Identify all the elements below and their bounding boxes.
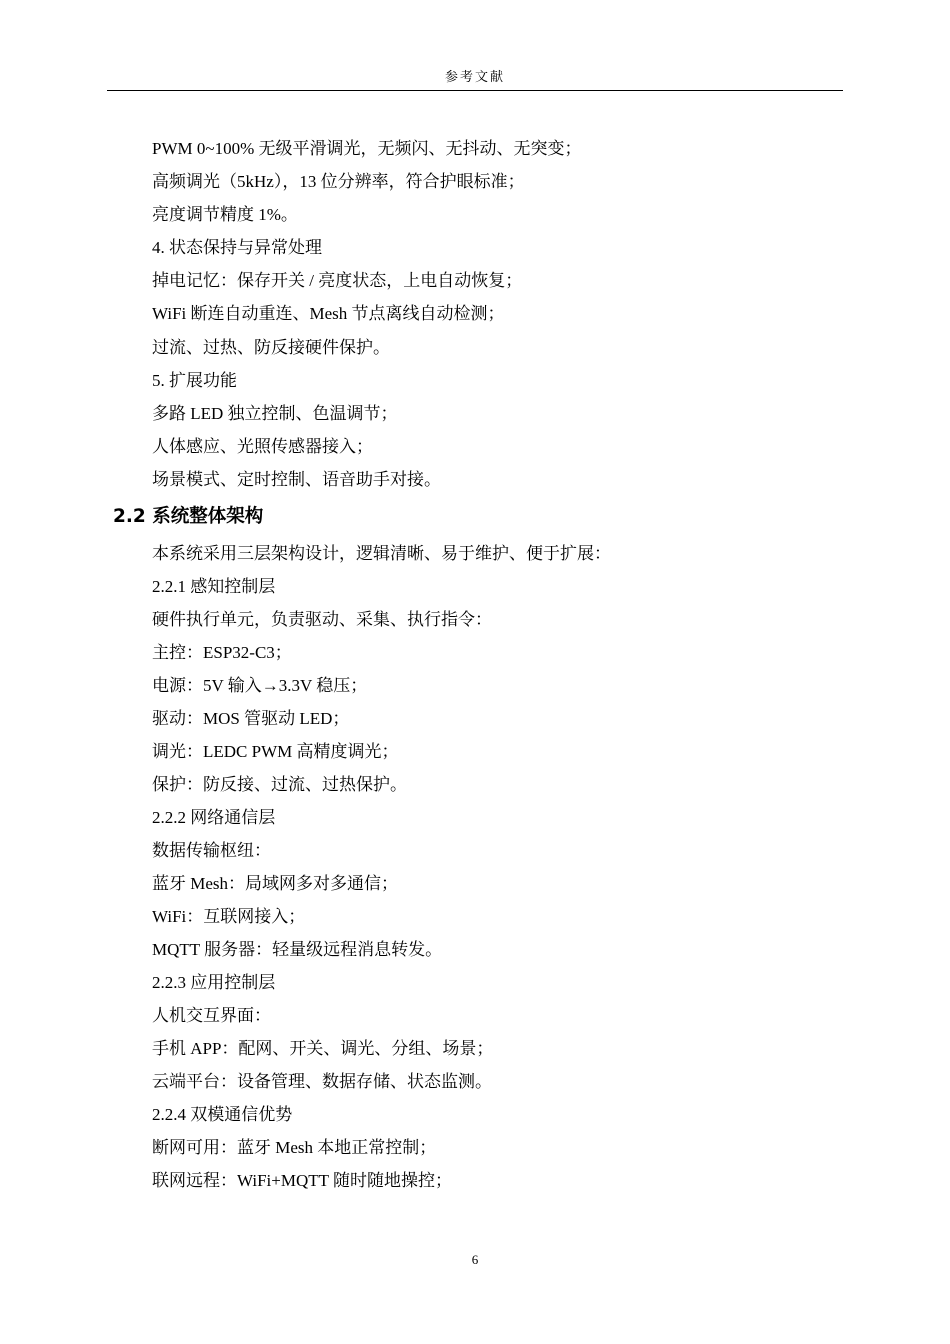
page-number: 6 — [471, 1252, 479, 1267]
section-heading: 2.2 系统整体架构 — [113, 506, 264, 527]
body-line: 人机交互界面： — [152, 1006, 271, 1025]
body-line: MQTT 服务器：轻量级远程消息转发。 — [152, 940, 443, 959]
body-line: 云端平台：设备管理、数据存储、状态监测。 — [152, 1072, 492, 1091]
body-line: 联网远程：WiFi+MQTT 随时随地操控； — [152, 1171, 452, 1190]
subsection-heading: 2.2.3 应用控制层 — [152, 973, 276, 992]
body-line: 电源：5V 输入→3.3V 稳压； — [152, 676, 368, 695]
body-line: 数据传输枢纽： — [152, 841, 271, 860]
body-line: 过流、过热、防反接硬件保护。 — [152, 338, 390, 357]
subsection-heading: 4. 状态保持与异常处理 — [152, 238, 322, 257]
body-line: 亮度调节精度 1%。 — [152, 205, 298, 224]
body-line: 保护：防反接、过流、过热保护。 — [152, 775, 407, 794]
body-line: 场景模式、定时控制、语音助手对接。 — [152, 470, 441, 489]
body-line: 本系统采用三层架构设计，逻辑清晰、易于维护、便于扩展： — [152, 544, 611, 563]
body-line: 驱动：MOS 管驱动 LED； — [152, 709, 350, 728]
body-line: 手机 APP：配网、开关、调光、分组、场景； — [152, 1039, 494, 1058]
body-line: 调光：LEDC PWM 高精度调光； — [152, 742, 399, 761]
body-line: 多路 LED 独立控制、色温调节； — [152, 404, 398, 423]
body-line: WiFi：互联网接入； — [152, 907, 306, 926]
body-line: 人体感应、光照传感器接入； — [152, 437, 373, 456]
body-line: 主控：ESP32-C3； — [152, 643, 292, 662]
running-header-title: 参考文献 — [444, 69, 505, 84]
body-line: 断网可用：蓝牙 Mesh 本地正常控制； — [152, 1138, 437, 1157]
subsection-heading: 2.2.2 网络通信层 — [152, 808, 276, 827]
subsection-heading: 2.2.4 双模通信优势 — [152, 1105, 293, 1124]
subsection-heading: 2.2.1 感知控制层 — [152, 577, 276, 596]
body-line: PWM 0~100% 无级平滑调光，无频闪、无抖动、无突变； — [152, 139, 582, 158]
body-line: WiFi 断连自动重连、Mesh 节点离线自动检测； — [152, 304, 505, 323]
subsection-heading: 5. 扩展功能 — [152, 371, 237, 390]
body-line: 蓝牙 Mesh：局域网多对多通信； — [152, 874, 399, 893]
body-line: 高频调光（5kHz），13 位分辨率，符合护眼标准； — [152, 172, 525, 191]
body-line: 硬件执行单元，负责驱动、采集、执行指令： — [152, 610, 492, 629]
body-line: 掉电记忆：保存开关 / 亮度状态，上电自动恢复； — [152, 271, 523, 290]
